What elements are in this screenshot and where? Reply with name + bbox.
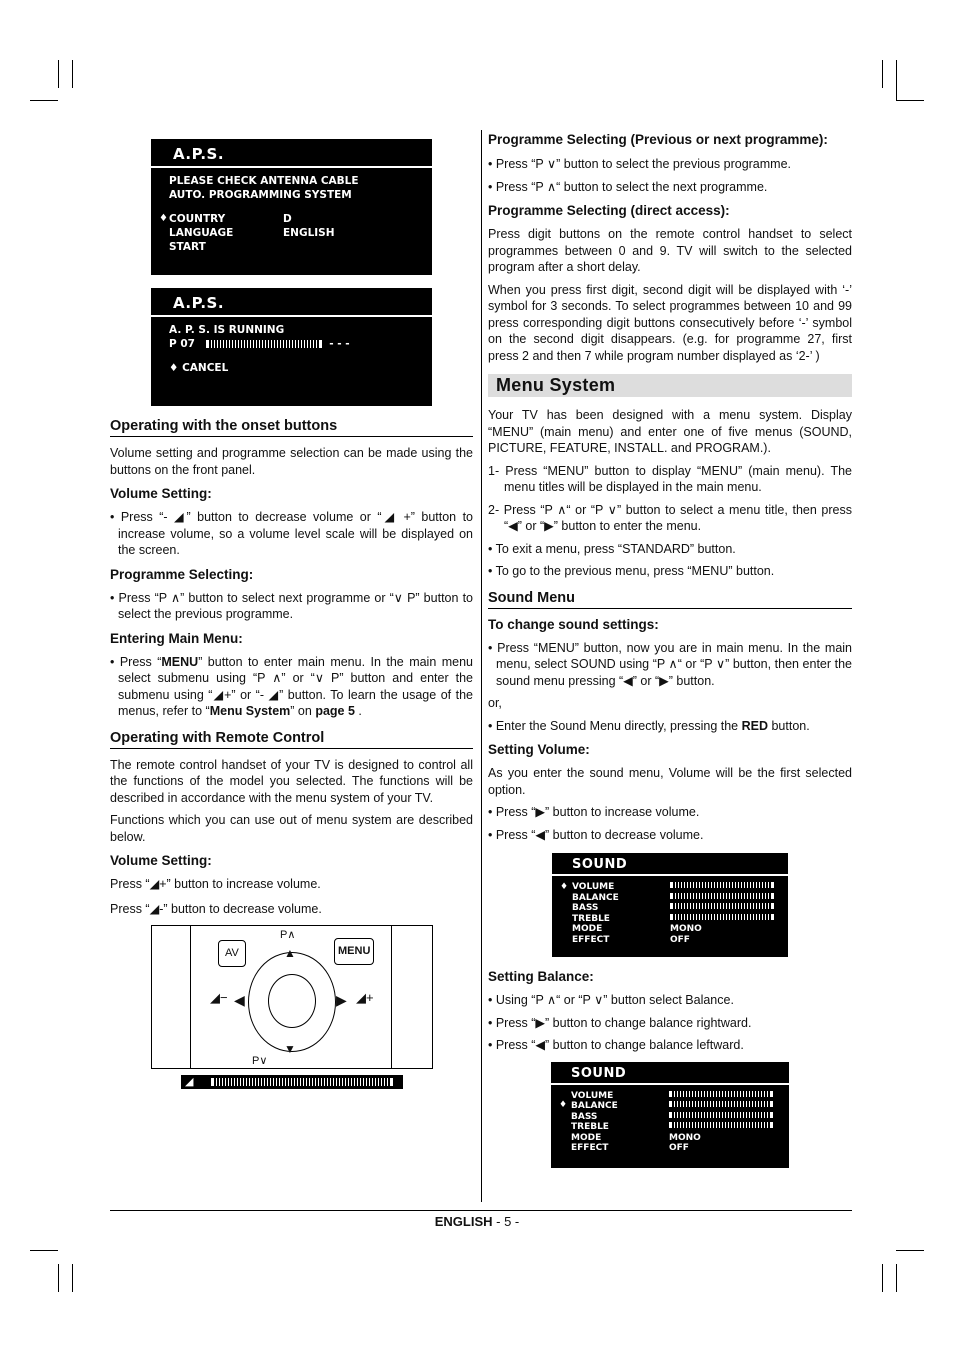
crop-mark: [896, 1264, 897, 1292]
paragraph: As you enter the sound menu, Volume will be the first selected option.: [488, 766, 852, 797]
paragraph: • Press “P ∧” button to select next programme or “∨ P” button to select the previous programme.: [110, 590, 473, 621]
paragraph: 1- Press “MENU” button to display “MENU” (main menu). The menu titles will be displayed in the main menu.: [488, 463, 852, 494]
right-column: [488, 130, 852, 1168]
aps-row-label: START: [169, 241, 206, 253]
paragraph: • Press “MENU” button, now you are in main menu. In the main menu, select SOUND using “P ∧“ or “P ∨” button, then enter the sound menu pressing “◀” or “▶” button.: [488, 640, 852, 688]
aps-prog: P 07: [169, 338, 195, 350]
paragraph: • Press “◀” button to change balance leftward.: [488, 1038, 744, 1052]
slider: [670, 882, 774, 888]
arrow-right-icon[interactable]: ▶: [336, 992, 347, 1008]
paragraph: Press “◢+” button to increase volume.: [110, 877, 321, 891]
arrow-up-icon[interactable]: ▲: [284, 946, 296, 960]
text: .: [358, 704, 362, 718]
footer-rule: [110, 1210, 852, 1211]
heading-onset: Operating with the onset buttons: [110, 418, 473, 437]
text: MENU: [161, 654, 199, 669]
progress-slider: [206, 340, 322, 348]
volume-up-icon[interactable]: ◢+: [356, 990, 374, 1005]
heading-volume: Volume Setting:: [110, 486, 212, 501]
paragraph: • Press “P ∧“ button to select the next programme.: [488, 179, 768, 194]
p-up-label: P∧: [280, 929, 296, 941]
crop-mark: [30, 1250, 58, 1251]
selector-icon: ♦: [169, 362, 179, 374]
paragraph: Your TV has been designed with a menu system. Display “MENU” (main menu) and enter one of five menus (SOUND, PICTURE, FEATURE, INSTALL. and PROGRAM.).: [488, 408, 852, 455]
heading-change-sound: To change sound settings:: [488, 616, 659, 632]
volume-low-icon: ◢: [185, 1076, 194, 1088]
aps-row-value: D: [283, 213, 292, 225]
slider: [669, 1101, 773, 1107]
crop-mark: [896, 1250, 924, 1251]
sound-row: [571, 1101, 789, 1112]
aps-title: A.P.S.: [151, 139, 432, 168]
aps-screen-1: [151, 139, 432, 275]
paragraph: • To go to the previous menu, press “MENU” button.: [488, 564, 775, 578]
sound-row: [571, 1133, 789, 1144]
heading-volume-remote: Volume Setting:: [110, 853, 212, 868]
aps-row: [169, 212, 432, 226]
aps-dashes: - - -: [329, 338, 350, 350]
remote-illustration: [151, 925, 433, 1069]
paragraph: Press digit buttons on the remote control handset to select programmes between 0 and 9. TV will switch to the selected program after a short delay.: [488, 227, 852, 274]
text: • Press “: [110, 654, 162, 669]
paragraph: Volume setting and programme selection can be made using the buttons on the front panel.: [110, 446, 473, 477]
sound-row-label: BASS: [571, 1111, 598, 1122]
heading-prev-next: Programme Selecting (Previous or next programme):: [488, 132, 828, 147]
sound-row-label: MODE: [571, 1132, 602, 1143]
text: button.: [768, 718, 810, 733]
sound-row: [571, 1122, 789, 1133]
sound-title: SOUND: [552, 853, 788, 876]
paragraph: When you press first digit, second digit will be displayed with ‘-’ symbol for 3 seconds. To select programmes between 10 and 99 press corresponding digit buttons consecutively before ‘-’ symbol on the second digit disappears. (e.g. for programme 27, first press 2 and then 7 while program number displayed as ‘2-’ ): [488, 282, 852, 363]
text: • Enter the Sound Menu directly, pressing the: [488, 718, 742, 733]
paragraph: • Using “P ∧“ or “P ∨” button select Balance.: [488, 993, 734, 1007]
aps-line: PLEASE CHECK ANTENNA CABLE: [169, 175, 359, 187]
sound-row-label: EFFECT: [572, 934, 610, 945]
crop-mark: [896, 60, 897, 100]
text: RED: [741, 718, 768, 733]
aps-row-label: LANGUAGE: [169, 227, 234, 239]
sound-row: [571, 1112, 789, 1123]
sound-row: [571, 1091, 789, 1102]
aps-cancel: CANCEL: [182, 362, 229, 374]
sound-row-value: MONO: [670, 924, 702, 935]
heading-programme: Programme Selecting:: [110, 566, 254, 582]
paragraph: • Press “◀” button to decrease volume.: [488, 827, 704, 842]
sound-row: [572, 935, 788, 946]
volume-bar: [181, 1075, 403, 1089]
heading-direct: Programme Selecting (direct access):: [488, 203, 730, 218]
text: page 5: [315, 704, 355, 718]
crop-mark: [72, 60, 73, 88]
sound-row: [571, 1143, 789, 1154]
footer-page: - 5 -: [492, 1214, 520, 1229]
heading-set-balance: Setting Balance:: [488, 969, 594, 984]
sound-row-value: MONO: [669, 1132, 701, 1143]
text: ” on: [290, 704, 316, 718]
paragraph: • To exit a menu, press “STANDARD” button.: [488, 541, 736, 556]
paragraph: • Press “- ◢” button to decrease volume or “◢ +” button to increase volume, so a volume level scale will be displayed on the screen.: [110, 510, 473, 557]
arrow-left-icon[interactable]: ◀: [234, 992, 245, 1008]
crop-mark: [72, 1264, 73, 1292]
left-column: [110, 130, 473, 1089]
aps-row: [169, 240, 432, 254]
paragraph: • Press “▶” button to increase volume.: [488, 805, 700, 819]
sound-row-label: TREBLE: [572, 913, 610, 924]
sound-row: [572, 924, 788, 935]
page-footer: [0, 1214, 954, 1229]
footer-lang: ENGLISH: [434, 1214, 493, 1229]
crop-mark: [58, 1264, 59, 1292]
sound-row-label: BASS: [572, 903, 599, 914]
text: Menu System: [209, 704, 291, 718]
sound-row-label: VOLUME: [572, 882, 615, 892]
sound-row: [572, 893, 788, 904]
p-down-label: P∨: [252, 1055, 268, 1067]
paragraph: • Press “▶” button to change balance rightward.: [488, 1015, 752, 1030]
paragraph: Press “◢-” button to decrease volume.: [110, 901, 322, 916]
aps-line: AUTO. PROGRAMMING SYSTEM: [169, 189, 352, 201]
volume-slider: [211, 1078, 393, 1086]
sound-row-label: BALANCE: [572, 892, 619, 903]
sound-row: [572, 914, 788, 925]
sound-row-label: TREBLE: [571, 1122, 609, 1133]
slider: [670, 893, 774, 899]
aps-running: A. P. S. IS RUNNING: [169, 324, 285, 336]
volume-down-icon[interactable]: ◢−: [210, 990, 228, 1005]
crop-mark: [896, 100, 924, 101]
selector-icon: ♦: [159, 213, 168, 224]
av-button[interactable]: AV: [218, 940, 246, 967]
aps-row-label: COUNTRY: [169, 213, 226, 225]
heading-main-menu: Entering Main Menu:: [110, 630, 243, 646]
aps-row: [169, 226, 432, 240]
slider: [670, 903, 774, 909]
crop-mark: [882, 60, 883, 88]
paragraph-red: [488, 718, 852, 735]
dpad-center: [268, 974, 316, 1028]
heading-menu-system: Menu System: [488, 374, 852, 397]
heading-sound-menu: Sound Menu: [488, 590, 852, 609]
sound-row: [572, 882, 788, 893]
sound-row-label: VOLUME: [571, 1090, 614, 1101]
slider: [670, 914, 774, 920]
sound-row-value: OFF: [669, 1143, 689, 1154]
paragraph: 2- Press “P ∧“ or “P ∨” button to select a menu title, then press “◀” or “▶” button to enter the menu.: [488, 502, 852, 533]
paragraph: or,: [488, 696, 502, 710]
slider: [669, 1091, 773, 1097]
heading-remote: Operating with Remote Control: [110, 730, 473, 749]
paragraph: Functions which you can use out of menu system are described below.: [110, 813, 473, 844]
selector-icon: ♦: [559, 1100, 568, 1111]
arrow-down-icon[interactable]: ▼: [284, 1042, 296, 1056]
column-divider: [481, 130, 482, 1202]
sound-row-label: MODE: [572, 924, 603, 935]
aps-title: A.P.S.: [151, 288, 432, 317]
crop-mark: [882, 1264, 883, 1292]
crop-mark: [58, 60, 59, 88]
aps-screen-2: [151, 288, 432, 406]
sound-menu-screen-2: [551, 1062, 789, 1168]
heading-set-volume: Setting Volume:: [488, 742, 590, 757]
sound-row-label: BALANCE: [571, 1101, 618, 1112]
sound-row-value: OFF: [670, 934, 690, 945]
sound-menu-screen-1: [552, 853, 788, 957]
selector-icon: ♦: [560, 882, 569, 892]
menu-button[interactable]: MENU: [334, 938, 374, 965]
sound-row-label: EFFECT: [571, 1143, 609, 1154]
paragraph: • Press “P ∨” button to select the previous programme.: [488, 157, 792, 171]
aps-row-value: ENGLISH: [283, 227, 335, 239]
sound-row: [572, 903, 788, 914]
paragraph: The remote control handset of your TV is designed to control all the functions of the model you selected. The functions will be described in accordance with the menu system of your TV.: [110, 757, 473, 805]
crop-mark: [30, 100, 58, 101]
text: ” button to enter main menu. In the main menu select submenu using “P ∧” or “∨ P” button and enter the submenu using “◢+” or “- ◢” button. To learn the usage of the menus, refer to “: [118, 654, 473, 718]
slider: [669, 1122, 773, 1128]
paragraph-main-menu: [110, 654, 473, 720]
slider: [669, 1112, 773, 1118]
sound-title: SOUND: [551, 1062, 789, 1085]
